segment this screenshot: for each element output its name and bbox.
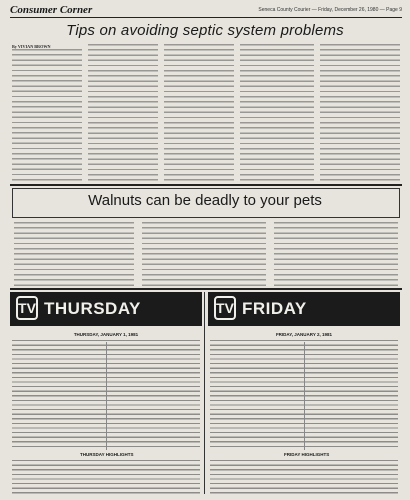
- tv-day-title: FRIDAY: [242, 299, 307, 318]
- section-divider: [10, 288, 402, 290]
- column-divider: [106, 342, 107, 450]
- column-text: [142, 222, 266, 286]
- article-column: [164, 44, 234, 182]
- column-text: [88, 44, 158, 182]
- walnuts-headline: Walnuts can be deadly to your pets: [88, 192, 322, 209]
- highlights-label: THURSDAY HIGHLIGHTS: [80, 452, 134, 457]
- tv-friday-banner: [208, 292, 400, 326]
- tv-listing-friday: [210, 332, 398, 450]
- highlights-text: [12, 460, 200, 494]
- article-column: [12, 44, 82, 182]
- tv-listing-thursday: [12, 332, 200, 450]
- highlights-label: FRIDAY HIGHLIGHTS: [284, 452, 330, 457]
- column-text: [274, 222, 398, 286]
- septic-headline: Tips on avoiding septic system problems: [66, 22, 344, 39]
- column-text: [12, 49, 82, 182]
- column-text: [14, 222, 134, 286]
- article-column: [320, 44, 400, 182]
- tv-thursday-banner: [10, 292, 202, 326]
- article-column: [14, 222, 134, 286]
- tv-logo-icon: TV: [16, 296, 38, 320]
- section-title: Consumer Corner: [10, 4, 93, 16]
- listing-date: FRIDAY, JANUARY 2, 1981: [275, 332, 333, 337]
- article-column: [88, 44, 158, 182]
- column-text: [164, 44, 234, 182]
- page-meta: Seneca County Courier — Friday, December 26, 1980 — Page 9: [258, 7, 402, 13]
- listing-date: THURSDAY, JANUARY 1, 1981: [73, 332, 139, 337]
- column-divider: [304, 342, 305, 450]
- highlights-text: [210, 460, 398, 494]
- byline: By VIVIAN BROWN: [12, 44, 51, 49]
- column-text: [320, 44, 400, 182]
- tv-logo-icon: TV: [214, 296, 236, 320]
- article-column: [142, 222, 266, 286]
- column-text: [240, 44, 314, 182]
- tv-day-title: THURSDAY: [44, 299, 141, 318]
- page-header: [10, 4, 402, 18]
- column-divider: [204, 292, 205, 494]
- article-column: [274, 222, 398, 286]
- article-column: [240, 44, 314, 182]
- section-divider: [10, 184, 402, 186]
